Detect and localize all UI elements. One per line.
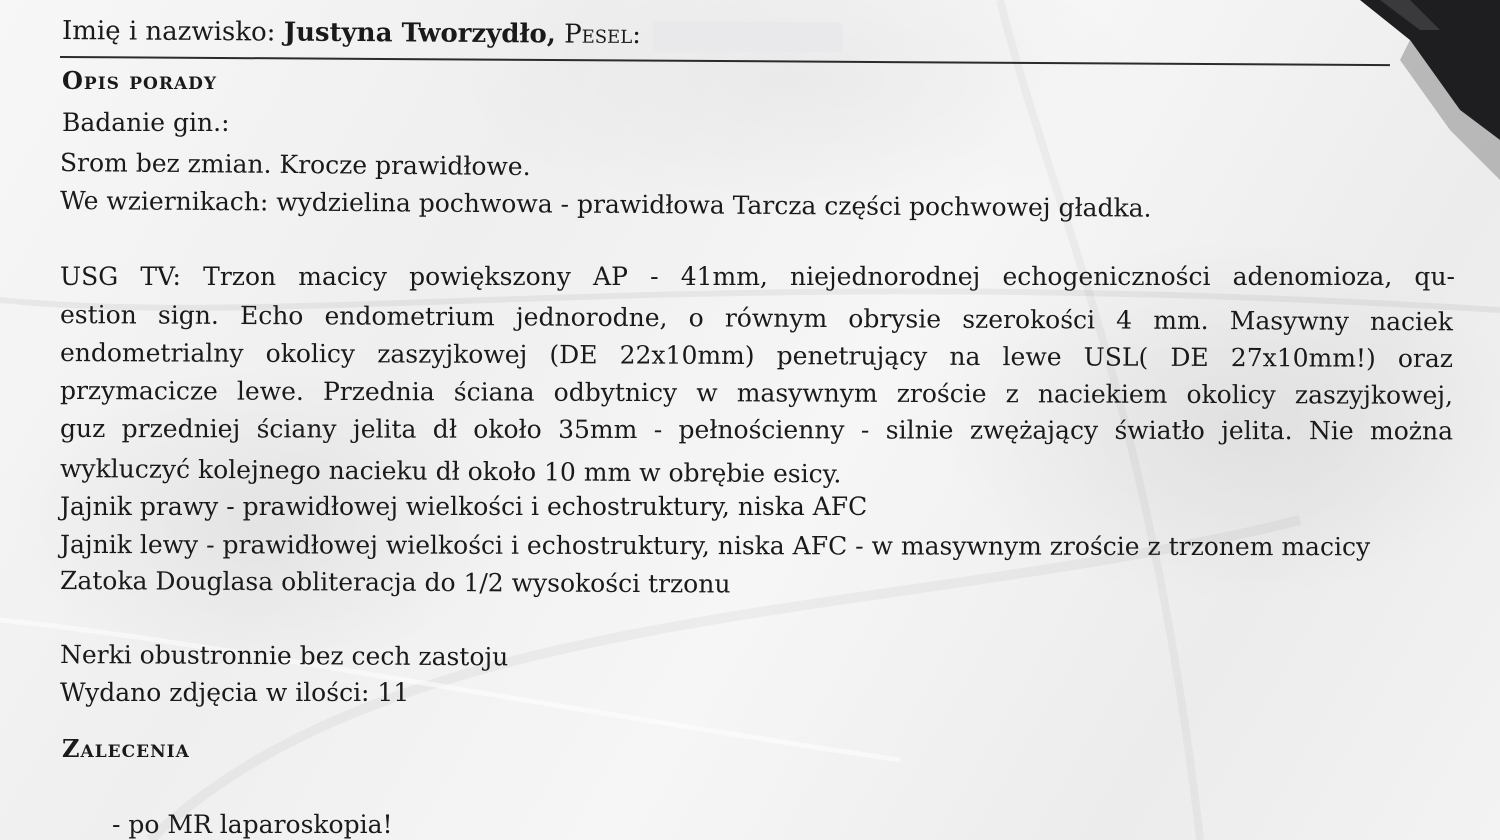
exam-line: We wziernikach: wydzielina pochwowa - prawidłowa Tarcza części pochwowej gładka. [59, 186, 1152, 223]
section-title-zalecenia: Zalecenia [62, 734, 190, 763]
patient-name: Justyna Tworzydło, [283, 17, 556, 50]
pesel-redaction [653, 21, 843, 52]
usg-line: Jajnik lewy - prawidłowej wielkości i echostruktury, niska AFC - w masywnym zroście z trzonem macicy [59, 530, 1371, 562]
usg-line: Jajnik prawy - prawidłowej wielkości i echostruktury, niska AFC [60, 492, 868, 521]
usg-line: endometrialny okolicy zaszyjkowej (DE 22x10mm) penetrujący na lewe USL( DE 27x10mm!) oraz [59, 338, 1454, 374]
exam-line: Srom bez zmian. Krocze prawidłowe. [59, 148, 531, 182]
recommendation-item: - po MR laparoskopia! [112, 810, 393, 839]
section-title-opis: Opis porady [62, 66, 218, 95]
other-line: Nerki obustronnie bez cech zastoju [59, 640, 509, 672]
header-rule [60, 56, 1390, 66]
usg-line: estion sign. Echo endometrium jednorodne, o równym obrysie szerokości 4 mm. Masywny naciek [59, 300, 1454, 337]
other-line: Wydano zdjęcia w ilości: 11 [60, 678, 410, 707]
usg-line: przymacicze lewe. Przednia ściana odbytnicy w masywnym zroście z naciekiem okolicy zaszyjkowej, [59, 376, 1454, 410]
pesel-label: Pesel: [564, 19, 642, 51]
usg-line: Zatoka Douglasa obliteracja do 1/2 wysokości trzonu [59, 566, 731, 599]
corner-shadow-object [1340, 0, 1500, 180]
usg-line: guz przedniej ściany jelita dł około 35mm - pełnościenny - silnie zwężający światło jelita. Nie można [59, 414, 1454, 446]
patient-header [62, 16, 843, 52]
usg-line: USG TV: Trzon macicy powiększony AP - 41mm, niejednorodnej echogeniczności adenomioza, qu- [60, 262, 1455, 291]
exam-heading: Badanie gin.: [62, 108, 230, 137]
usg-line: wykluczyć kolejnego nacieku dł około 10 mm w obrębie esicy. [59, 454, 842, 489]
name-label: Imię i nazwisko: [61, 16, 276, 48]
